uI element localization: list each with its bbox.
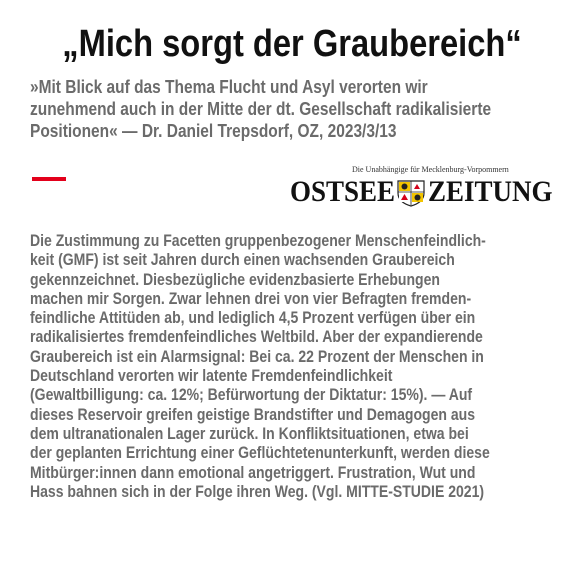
ostsee-zeitung-logo [290,165,560,211]
body-line: Deutschland verorten wir latente Fremdenfeindlichkeit [30,367,393,386]
body-line: dieses Reservoir greifen geistige Brandstifter und Demagogen aus [30,405,476,424]
logo-word-ostsee: OSTSEE [290,175,396,208]
coat-of-arms-icon [396,179,426,207]
body-line: radikalisiertes fremdenfeindliches Weltbild. Aber der expandierende [30,328,483,347]
body-line: Graubereich ist ein Alarmsignal: Bei ca. 22 Prozent der Menschen in [30,347,484,366]
body-line: Hass bahnen sich in der Folge ihren Weg. (Vgl. MITTE-STUDIE 2021) [30,482,485,501]
logo-tagline: Die Unabhängige für Mecklenburg-Vorpommern [352,165,509,174]
body-line: feindliche Attitüden ab, und lediglich 4,5 Prozent verfügen über ein [30,309,476,328]
body-line: der geplanten Errichtung einer Geflüchtetenunterkunft, werden diese [30,444,490,463]
body-line: dem ultranationalen Lager zurück. In Konfliktsituationen, etwa bei [30,424,469,443]
body-line: keit (GMF) ist seit Jahren durch einen wachsenden Graubereich [30,251,455,270]
quote-line: Positionen« — Dr. Daniel Trepsdorf, OZ, 2023/3/13 [30,121,397,141]
logo-word-zeitung: ZEITUNG [428,175,553,208]
quote [30,76,563,142]
headline: „Mich sorgt der Graubereich“ [62,23,522,65]
body-line: machen mir Sorgen. Zwar lehnen drei von vier Befragten fremden- [30,289,472,308]
body-line: Mitbürger:innen dann emotional angetriggert. Frustration, Wut und [30,463,476,482]
quote-line: zunehmend auch in der Mitte der dt. Gesellschaft radikalisierte [30,99,492,119]
red-accent-divider [32,177,66,181]
body-line: (Gewaltbilligung: ca. 12%; Befürwortung der Diktatur: 15%). — Auf [30,386,473,405]
quote-line: »Mit Blick auf das Thema Flucht und Asyl verorten wir [30,77,428,97]
body-line: gekennzeichnet. Diesbezügliche evidenzbasierte Erhebungen [30,270,440,289]
article-body [30,232,557,502]
body-line: Die Zustimmung zu Facetten gruppenbezogener Menschenfeindlich- [30,232,486,250]
